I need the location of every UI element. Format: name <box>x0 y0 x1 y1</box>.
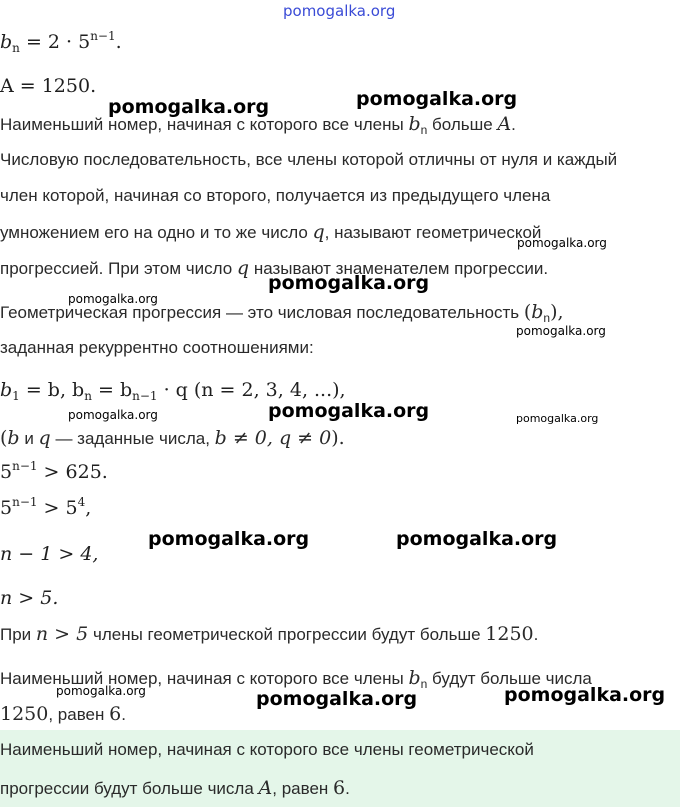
given-conditions: (b и q — заданные числа, b ≠ 0, q ≠ 0). <box>0 427 345 449</box>
watermark: pomogalka.org <box>517 236 607 250</box>
watermark: pomogalka.org <box>268 400 430 422</box>
inequality-1: $5^{n-1} > 625$. <box>0 459 108 483</box>
conclusion-line-3: 1250, равен 6. <box>0 703 126 725</box>
watermark: pomogalka.org <box>356 88 518 110</box>
definition-line-4: прогрессией. При этом число q называют знаменателем прогрессии. <box>0 257 549 279</box>
question-text: Наименьший номер, начиная с которого все члены $b_n$ больше A. <box>0 113 516 137</box>
definition-line-1: Числовую последовательность, все члены которой отличны от нуля и каждый <box>0 150 618 169</box>
watermark: pomogalka.org <box>148 528 310 550</box>
conclusion-line-2: Наименьший номер, начиная с которого все члены $b_n$ будут больше числа <box>0 667 592 691</box>
formula-bn: $b_n = 2 \cdot 5^{n-1}$. <box>0 29 122 55</box>
watermark: pomogalka.org <box>108 96 270 118</box>
watermark: pomogalka.org <box>504 684 666 706</box>
watermark: pomogalka.org <box>516 412 599 425</box>
watermark: pomogalka.org <box>256 688 418 710</box>
definition-line-3: умножением его на одно и то же число q, называют геометрической <box>0 221 542 243</box>
recurrence-formula: $b_1 = b$, $b_n = b_{n-1} \cdot q$ (n = 2, 3, 4, ...), <box>0 379 346 403</box>
definition-line-5: Геометрическая прогрессия — это числовая последовательность $(b_n)$, <box>0 301 564 325</box>
watermark: pomogalka.org <box>68 408 158 422</box>
conclusion-line-1: При n > 5 члены геометрической прогрессии будут больше 1250. <box>0 623 539 645</box>
watermark: pomogalka.org <box>56 684 146 698</box>
watermark: pomogalka.org <box>516 324 606 338</box>
answer-line-1: Наименьший номер, начиная с которого все члены геометрической <box>0 740 534 759</box>
definition-line-2: член которой, начиная со второго, получается из предыдущего члена <box>0 186 551 205</box>
formula-A: A = 1250. <box>0 75 97 97</box>
watermark: pomogalka.org <box>396 528 558 550</box>
definition-line-6: заданная рекуррентно соотношениями: <box>0 338 314 357</box>
inequality-2: $5^{n-1} > 5^4$, <box>0 495 92 519</box>
watermark: pomogalka.org <box>68 292 158 306</box>
answer-line-2: прогрессии будут больше числа A, равен 6. <box>0 777 350 799</box>
watermark: pomogalka.org <box>268 272 430 294</box>
inequality-3: n − 1 > 4, <box>0 543 99 565</box>
watermark-top: pomogalka.org <box>283 2 396 20</box>
inequality-4: n > 5. <box>0 587 59 609</box>
